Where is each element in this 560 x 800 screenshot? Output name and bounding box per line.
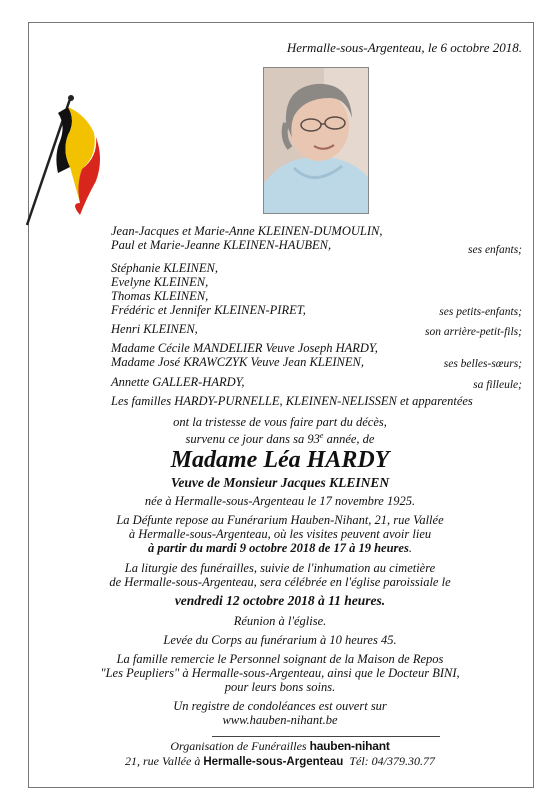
footer-address (0, 754, 560, 769)
belgian-flag-icon (24, 95, 104, 230)
announcement-line-2-post: année, de (323, 432, 375, 447)
thanks-line-2: "Les Peupliers" à Hermalle-sous-Argenteau, ainsi que le Docteur BINI, (100, 666, 460, 680)
register-url[interactable]: www.hauben-nihant.be (222, 713, 338, 727)
grandchild-name-3: Thomas KLEINEN, (111, 289, 209, 303)
thanks-line-3: pour leurs bons soins. (224, 680, 336, 694)
widow-of: Veuve de Monsieur Jacques KLEINEN (170, 475, 390, 490)
sisters-in-law-role: ses belles-sœurs; (443, 358, 522, 370)
children-name-2: Paul et Marie-Jeanne KLEINEN-HAUBEN, (111, 238, 332, 252)
visitation-line-2: à Hermalle-sous-Argenteau, où les visites peuvent avoir lieu (128, 527, 432, 541)
register-line-1: Un registre de condoléances est ouvert sur (173, 699, 387, 713)
birth-line: née à Hermalle-sous-Argenteau le 17 novembre 1925. (144, 494, 416, 508)
children-name-1: Jean-Jacques et Marie-Anne KLEINEN-DUMOULIN, (111, 224, 383, 238)
great-grandchild-name: Henri KLEINEN, (111, 322, 198, 336)
visitation-line-1: La Défunte repose au Funérarium Hauben-Nihant, 21, rue Vallée (116, 513, 444, 527)
liturgy-line-1: La liturgie des funérailles, suivie de l'inhumation au cimetière (124, 561, 436, 575)
liturgy-line-2: de Hermalle-sous-Argenteau, sera célébrée en l'église paroissiale le (109, 575, 451, 589)
announcement-line-2-pre: survenu ce jour dans sa 93 (185, 432, 320, 447)
visitation-hours: à partir du mardi 9 octobre 2018 de 17 à 19 heures (148, 541, 409, 555)
place-date: Hermalle-sous-Argenteau, le 6 octobre 2018. (286, 40, 522, 55)
footer-divider (212, 736, 440, 737)
announcement-line-2-sup: e (319, 431, 324, 440)
footer-phone: Tél: 04/379.30.77 (343, 754, 435, 768)
announcement-line-2 (0, 429, 560, 446)
address-town: Hermalle-sous-Argenteau (203, 756, 344, 768)
meeting-line: Réunion à l'église. (233, 614, 327, 628)
footer-organisation (0, 739, 560, 753)
visitation-line-3-end: . (408, 541, 412, 555)
levee-line: Levée du Corps au funérarium à 10 heures 45. (163, 633, 397, 647)
children-role: ses enfants; (468, 244, 522, 256)
brand-logo: hauben-nihant (309, 739, 390, 753)
funeral-date: vendredi 12 octobre 2018 à 11 heures. (174, 593, 386, 608)
grandchildren-role: ses petits-enfants; (439, 306, 522, 318)
grandchild-name-2: Evelyne KLEINEN, (111, 275, 209, 289)
goddaughter-role: sa filleule; (473, 379, 522, 391)
address-pre: 21, rue Vallée à (125, 754, 204, 768)
deceased-name: Madame Léa HARDY (170, 447, 390, 473)
sister-in-law-name-1: Madame Cécile MANDELIER Veuve Joseph HARDY, (111, 341, 378, 355)
grandchild-name-4: Frédéric et Jennifer KLEINEN-PIRET, (111, 303, 306, 317)
goddaughter-name: Annette GALLER-HARDY, (111, 375, 245, 389)
sister-in-law-name-2: Madame José KRAWCZYK Veuve Jean KLEINEN, (111, 355, 364, 369)
portrait-photo (263, 67, 369, 214)
families-line: Les familles HARDY-PURNELLE, KLEINEN-NELISSEN et apparentées (111, 394, 473, 408)
visitation-line-3 (0, 541, 560, 555)
great-grandchild-role: son arrière-petit-fils; (425, 326, 522, 338)
portrait-drawing (264, 68, 369, 214)
announcement-line-1: ont la tristesse de vous faire part du décès, (173, 415, 387, 429)
thanks-line-1: La famille remercie le Personnel soignant de la Maison de Repos (116, 652, 444, 666)
organisation-label: Organisation de Funérailles (170, 739, 310, 753)
grandchild-name-1: Stéphanie KLEINEN, (111, 261, 218, 275)
